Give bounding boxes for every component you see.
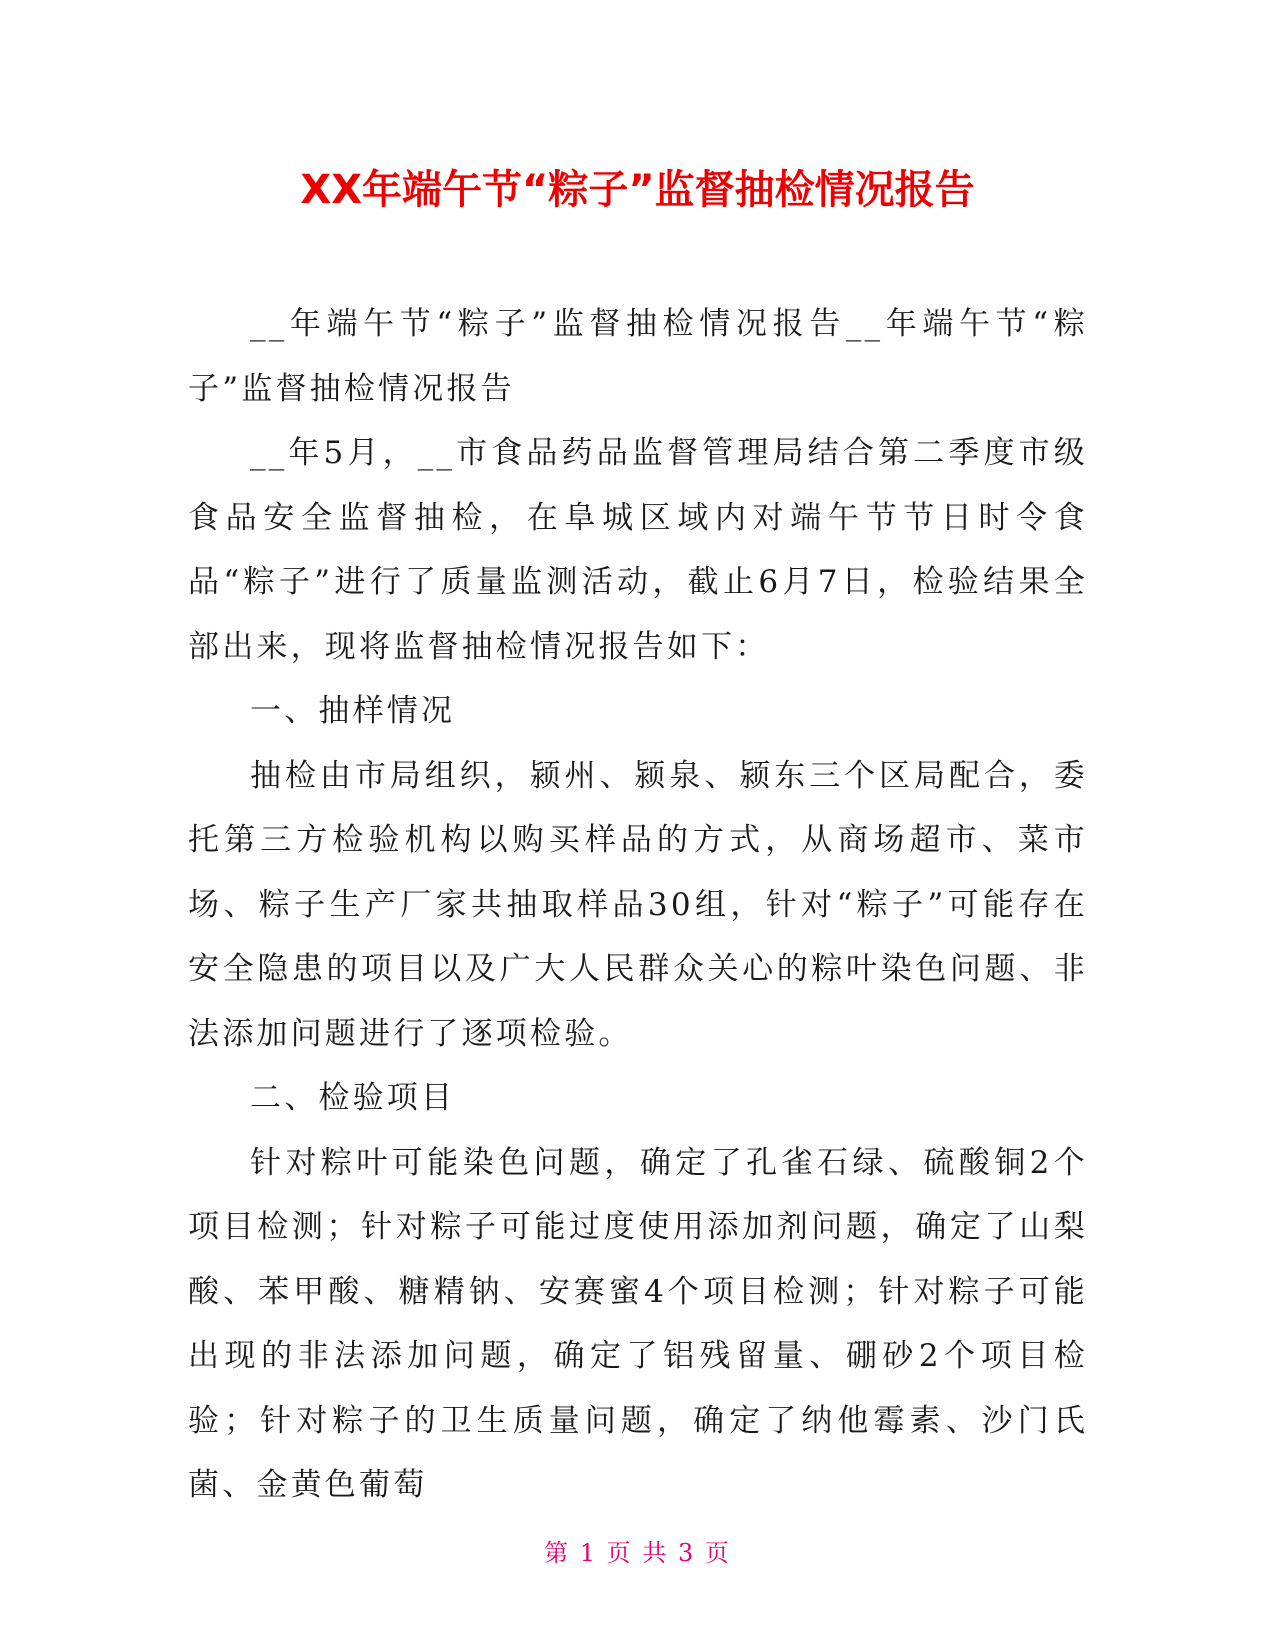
paragraph-sampling: 抽检由市局组织，颍州、颍泉、颍东三个区局配合，委托第三方检验机构以购买样品的方式，从商场超市、菜市场、粽子生产厂家共抽取样品30组，针对“粽子”可能存在安全隐患的项目以及广大人民群众关心的粽叶染色问题、非法添加问题进行了逐项检验。 [188, 757, 1088, 1052]
section-heading-sampling: 一、抽样情况 [250, 693, 456, 729]
document-body [188, 292, 1088, 1518]
paragraph-heading-repeat: __年端午节“粽子”监督抽检情况报告__年端午节“粽子”监督抽检情况报告 [188, 306, 1088, 407]
footer-prefix: 第 [544, 1539, 571, 1567]
footer-total-pages: 3 [677, 1539, 696, 1567]
page-number-footer [0, 1536, 1275, 1570]
section-heading-test-items: 二、检验项目 [250, 1080, 456, 1116]
paragraph-intro: __年5月，__市食品药品监督管理局结合第二季度市级食品安全监督抽检，在阜城区域内对端午节节日时令食品“粽子”进行了质量监测活动，截止6月7日，检验结果全部出来，现将监督抽检情况报告如下： [188, 435, 1088, 665]
footer-page-number: 1 [579, 1539, 598, 1567]
footer-suffix: 页 [704, 1539, 731, 1567]
footer-middle: 页 共 [606, 1539, 669, 1567]
paragraph-test-items: 针对粽叶可能染色问题，确定了孔雀石绿、硫酸铜2个项目检测；针对粽子可能过度使用添加剂问题，确定了山梨酸、苯甲酸、糖精钠、安赛蜜4个项目检测；针对粽子可能出现的非法添加问题，确定了铝残留量、硼砂2个项目检验；针对粽子的卫生质量问题，确定了纳他霉素、沙门氏菌、金黄色葡萄 [188, 1144, 1088, 1503]
document-title: XX年端午节“粽子”监督抽检情况报告 [300, 167, 975, 213]
